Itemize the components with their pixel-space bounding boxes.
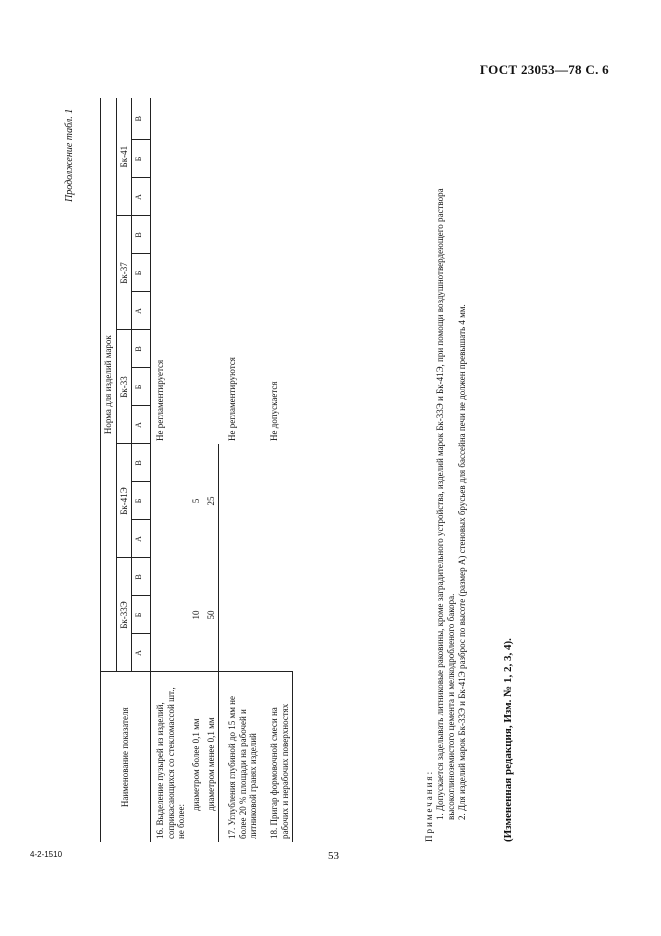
table-row (261, 98, 293, 842)
grade-header: Б (132, 368, 151, 406)
grade-header: В (132, 98, 151, 140)
row-17-name: 17. Углубления глубиной до 15 мм не более 20 % площади на рабочей и литниковой гранях изделий (219, 672, 261, 842)
table-row (204, 98, 219, 842)
amendment-note: (Измененная редакция, Изм. № 1, 2, 3, 4). (502, 638, 514, 842)
norm-header: Норма для изделий марок (101, 98, 117, 672)
grade-header: А (132, 178, 151, 216)
note-item-2: 2. Для изделий марок Бк-33Э и Бк-41Э разброс по высоте (размер А) стеновых брусьев для бассейна печи не должен превышать 4 мм. (456, 304, 467, 820)
row-16-sub-1-bk41e-b: 5 (191, 498, 202, 504)
brand-header-bk37: Бк-37 (116, 216, 132, 330)
grade-header: А (132, 634, 151, 672)
brand-header-bk33e: Бк-33Э (116, 558, 132, 672)
specification-table (100, 98, 293, 842)
row-16-sub-1-label: диаметром более 0,1 мм (191, 718, 202, 811)
brand-header-bk33: Бк-33 (116, 330, 132, 444)
page-number: 53 (328, 850, 339, 862)
grade-header: В (132, 558, 151, 596)
grade-header: В (132, 216, 151, 254)
row-16-sub-2-label: диаметром менее 0,1 мм (205, 717, 216, 811)
row-16-sub-2-bk33e-b: 50 (204, 596, 219, 634)
grade-header: А (132, 520, 151, 558)
row-17-note: Не регламентируются (226, 357, 237, 441)
table-row (151, 98, 189, 842)
row-16-sub-1-bk33e-b: 10 (191, 610, 202, 620)
row-18-name: 18. Пригар формовочной смеси на рабочих и нерабочих поверхностях (261, 672, 293, 842)
grade-header: Б (132, 482, 151, 520)
table-row (189, 98, 204, 842)
grade-header: А (132, 406, 151, 444)
notes-title: Примечания: (424, 769, 434, 842)
notes-block (424, 102, 468, 842)
grade-header: Б (132, 596, 151, 634)
table-row (219, 98, 261, 842)
note-item-1: 1. Допускается заделывать литниковые раковины, кроме заградительного устройства, изделий марок Бк-33Э и Бк-41Э, при помощи воздушнотвердеющего раствора высокоглиноземистого цемента и мелкодробленого бакора. (434, 188, 456, 820)
grade-header: А (132, 292, 151, 330)
row-16-name: 16. Выделение пузырей из изделий, соприкасающихся со стекломассой шт., не более: (151, 672, 189, 842)
grade-header: Б (132, 140, 151, 178)
row-18-note: Не допускается (269, 381, 280, 441)
print-code: 4-2-1510 (30, 850, 63, 859)
page-header-title: ГОСТ 23053—78 С. 6 (479, 62, 609, 77)
brand-header-bk41e: Бк-41Э (116, 444, 132, 558)
row-16-sub-2-bk41e-b: 25 (204, 482, 219, 520)
continuation-label: Продолжение табл. 1 (64, 108, 75, 202)
grade-header: В (132, 330, 151, 368)
brand-header-bk41: Бк-41 (116, 98, 132, 216)
row-16-note: Не регламентируется (155, 359, 166, 441)
grade-header: В (132, 444, 151, 482)
rotated-table-block (54, 102, 614, 842)
column-header-name: Наименование показателя (101, 672, 151, 842)
grade-header: Б (132, 254, 151, 292)
